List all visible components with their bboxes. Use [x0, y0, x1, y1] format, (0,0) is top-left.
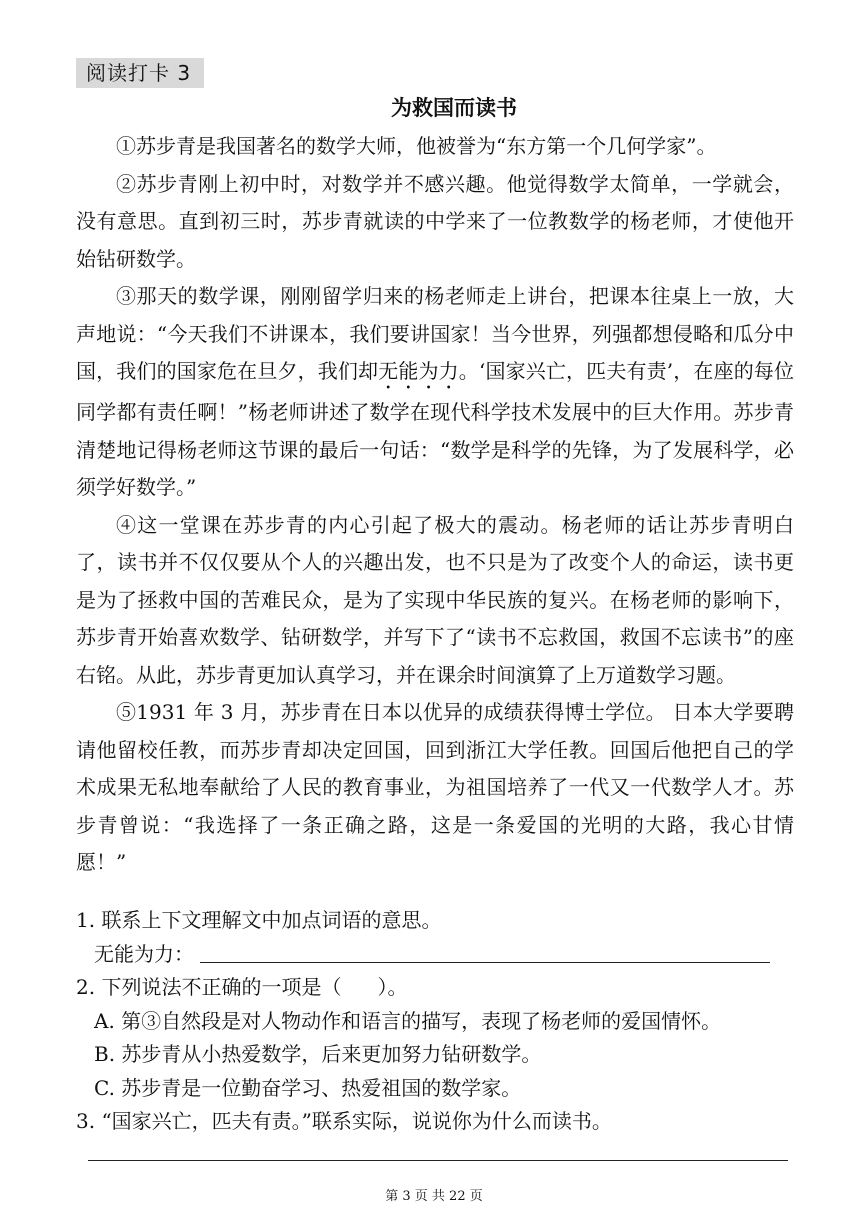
article-body: [76, 128, 794, 882]
paragraph-3-text-b: 。‘国家兴亡，匹夫有责’，在座的每位同学都有责任啊！”杨老师讲述了数学在现代科学技术发展中的巨大作用。苏步青清楚地记得杨老师这节课的最后一句话：“数学是科学的先锋，为了发展科学，必须学好数学。”: [76, 359, 795, 499]
section-tag: 阅读打卡 3: [76, 58, 204, 88]
paragraph-2: ②苏步青刚上初中时，对数学并不感兴趣。他觉得数学太简单，一学就会，没有意思。直到初三时，苏步青就读的中学来了一位教数学的杨老师，才使他开始钻研数学。: [76, 171, 794, 271]
paragraph-4: ④这一堂课在苏步青的内心引起了极大的震动。杨老师的话让苏步青明白了，读书并不仅仅要从个人的兴趣出发，也不只是为了改变个人的命运，读书更是为了拯救中国的苦难民众，是为了实现中华民族的复兴。在杨老师的影响下，苏步青开始喜欢数学、钻研数学，并写下了“读书不忘救国，救国不忘读书”的座右铭。从此，苏步青更加认真学习，并在课余时间演算了上万道数学习题。: [76, 512, 794, 687]
option-a: A. 第③自然段是对人物动作和语言的描写，表现了杨老师的爱国情怀。: [94, 1008, 722, 1033]
question-2-text-a: 2. 下列说法不正确的一项是（: [76, 975, 342, 999]
questions-section: [76, 904, 796, 1139]
page-footer: 第 3 页 共 22 页: [385, 1189, 483, 1204]
question-2: [76, 971, 796, 1005]
paragraph-5: ⑤1931 年 3 月，苏步青在日本以优异的成绩获得博士学位。 日本大学要聘请他留校任教，而苏步青却决定回国，回到浙江大学任教。回国后他把自己的学术成果无私地奉献给了人民的教育事业，为祖国培养了一代又一代数学人才。苏步青曾说：“我选择了一条正确之路，这是一条爱国的光明的大路，我心甘情愿！”: [76, 700, 794, 874]
answer-area-line[interactable]: [88, 1160, 788, 1161]
question-1-answer-row: [76, 938, 796, 972]
option-b: B. 苏步青从小热爱数学，后来更加努力钻研数学。: [94, 1042, 542, 1066]
paragraph-3: [76, 278, 794, 507]
question-1: 1. 联系上下文理解文中加点词语的意思。: [76, 908, 442, 932]
article-title: 为救国而读书: [391, 96, 517, 120]
question-2-text-b: ）。: [377, 975, 408, 999]
paragraph-1: ①苏步青是我国著名的数学大师，他被誉为“东方第一个几何学家”。: [116, 134, 717, 158]
dotted-term: 无能为力: [378, 359, 459, 383]
question-1-term: 无能为力：: [94, 941, 194, 966]
question-3: 3. “国家兴亡，匹夫有责。”联系实际，说说你为什么而读书。: [76, 1109, 612, 1133]
option-c: C. 苏步青是一位勤奋学习、热爱祖国的数学家。: [94, 1075, 522, 1100]
paragraph-3-text-a: ③那天的数学课，刚刚留学归来的杨老师走上讲台，把课本往桌上一放，大声地说：“今天我们不讲课本，我们要讲国家！当今世界，列强都想侵略和瓜分中国，我们的国家危在旦夕，我们却: [76, 284, 794, 383]
answer-blank-line[interactable]: [200, 940, 770, 963]
